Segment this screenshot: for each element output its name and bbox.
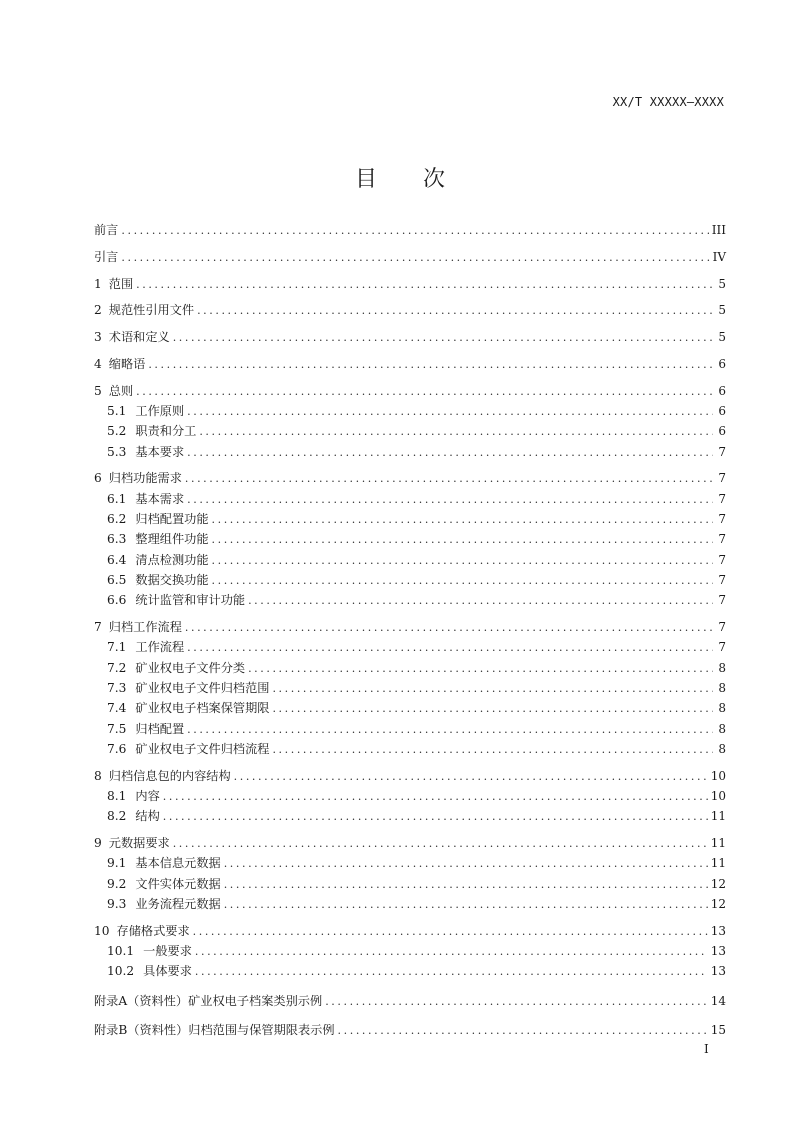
toc-page-number: 14 bbox=[710, 993, 726, 1008]
toc-subentry[interactable] bbox=[94, 942, 726, 962]
toc-entry-text: 矿业权电子档案保管期限 bbox=[135, 701, 270, 716]
toc-page-number: 7 bbox=[718, 444, 726, 459]
toc-entry-text: 工作流程 bbox=[135, 640, 185, 655]
dot-leader bbox=[197, 304, 713, 317]
toc-subentry[interactable] bbox=[94, 571, 726, 591]
toc-entry-text: 内容 bbox=[135, 788, 160, 803]
toc-page-number: 7 bbox=[718, 471, 726, 486]
dot-leader bbox=[136, 385, 713, 398]
dot-leader bbox=[195, 965, 708, 978]
toc-page-number: 7 bbox=[718, 552, 726, 567]
toc-entry-label bbox=[107, 942, 192, 959]
toc-entry-number: 7 bbox=[94, 620, 102, 635]
toc-entry-text: 归档配置功能 bbox=[135, 512, 209, 527]
toc-entry-text: 结构 bbox=[135, 809, 160, 824]
toc-entry[interactable] bbox=[94, 275, 726, 295]
toc-entry-label bbox=[107, 679, 269, 696]
toc-entry-number: 6.5 bbox=[107, 572, 127, 587]
toc-subentry[interactable] bbox=[94, 551, 726, 571]
toc-entry[interactable] bbox=[94, 328, 726, 348]
toc-entry-number: 5.2 bbox=[107, 424, 127, 439]
toc-entry-label bbox=[107, 807, 160, 824]
table-of-contents bbox=[94, 221, 726, 1041]
toc-page-number: 10 bbox=[710, 788, 726, 803]
toc-entry-label bbox=[107, 443, 184, 460]
dot-leader bbox=[212, 533, 713, 546]
toc-entry-text: 归档信息包的内容结构 bbox=[108, 768, 231, 783]
dot-leader bbox=[199, 425, 713, 438]
toc-entry-number: 7.1 bbox=[107, 640, 127, 655]
toc-entry-number: 7.3 bbox=[107, 680, 127, 695]
toc-entry-text: 数据交换功能 bbox=[135, 572, 209, 587]
toc-entry-text: 归档工作流程 bbox=[108, 620, 182, 635]
toc-subentry[interactable] bbox=[94, 875, 726, 895]
toc-page-number: 13 bbox=[710, 964, 726, 979]
toc-entry-text: 工作原则 bbox=[135, 404, 185, 419]
dot-leader bbox=[121, 251, 709, 264]
toc-entry-text: 元数据要求 bbox=[108, 836, 170, 851]
toc-entry-number: 4 bbox=[94, 356, 102, 371]
toc-page-number: 6 bbox=[718, 383, 726, 398]
toc-entry-number: 7.5 bbox=[107, 721, 127, 736]
toc-entry-text: 归档配置 bbox=[135, 721, 185, 736]
toc-entry-number: 9.3 bbox=[107, 896, 127, 911]
toc-page-number: IV bbox=[712, 249, 726, 264]
toc-entry-text: 缩略语 bbox=[108, 356, 146, 371]
toc-page-number: 5 bbox=[718, 303, 726, 318]
dot-leader bbox=[173, 331, 713, 344]
toc-entry-label bbox=[94, 221, 118, 238]
toc-entry-number: 2 bbox=[94, 303, 102, 318]
toc-entry-number: 7.2 bbox=[107, 660, 127, 675]
toc-entry-label bbox=[107, 787, 160, 804]
toc-entry-text: 范围 bbox=[108, 276, 134, 291]
toc-subentry[interactable] bbox=[94, 787, 726, 807]
toc-entry-label bbox=[94, 469, 182, 486]
dot-leader bbox=[163, 790, 708, 803]
toc-entry-label bbox=[107, 490, 184, 507]
toc-entry[interactable] bbox=[94, 1021, 726, 1041]
toc-entry[interactable] bbox=[94, 248, 726, 268]
toc-entry-label bbox=[107, 571, 209, 588]
dot-leader bbox=[195, 945, 708, 958]
toc-entry-number: 10 bbox=[94, 923, 110, 938]
toc-subentry[interactable] bbox=[94, 854, 726, 874]
toc-subentry[interactable] bbox=[94, 510, 726, 530]
toc-page-number: 7 bbox=[718, 512, 726, 527]
toc-subentry[interactable] bbox=[94, 699, 726, 719]
dot-leader bbox=[148, 358, 713, 371]
toc-entry-text: 附录A（资料性）矿业权电子档案类别示例 bbox=[94, 993, 323, 1008]
toc-entry-number: 5.1 bbox=[107, 404, 127, 419]
toc-entry-label bbox=[107, 530, 209, 547]
toc-entry-number: 5 bbox=[94, 383, 102, 398]
toc-entry-label bbox=[94, 382, 133, 399]
toc-entry-label bbox=[94, 618, 182, 635]
toc-subentry[interactable] bbox=[94, 591, 726, 611]
dot-leader bbox=[272, 682, 713, 695]
dot-leader bbox=[121, 224, 708, 237]
dot-leader bbox=[212, 513, 713, 526]
toc-entry-text: 前言 bbox=[94, 223, 119, 237]
dot-leader bbox=[193, 925, 708, 938]
toc-entry-number: 1 bbox=[94, 276, 102, 291]
toc-page-number: 7 bbox=[718, 572, 726, 587]
toc-subentry[interactable] bbox=[94, 962, 726, 982]
toc-page-number: 13 bbox=[710, 944, 726, 958]
toc-entry-text: 职责和分工 bbox=[135, 424, 197, 439]
toc-entry-label bbox=[94, 834, 170, 851]
dot-leader bbox=[272, 702, 713, 715]
toc-entry[interactable] bbox=[94, 922, 726, 942]
toc-entry-number: 8.1 bbox=[107, 788, 127, 803]
toc-subentry[interactable] bbox=[94, 530, 726, 550]
toc-entry-text: 清点检测功能 bbox=[135, 552, 209, 567]
toc-page-number: 7 bbox=[718, 491, 726, 506]
toc-entry-label bbox=[94, 328, 170, 345]
toc-subentry[interactable] bbox=[94, 740, 726, 760]
dot-leader bbox=[187, 446, 713, 459]
toc-entry-label bbox=[94, 767, 231, 784]
toc-subentry[interactable] bbox=[94, 490, 726, 510]
toc-page-number: 8 bbox=[718, 660, 726, 675]
toc-entry-label bbox=[107, 740, 269, 757]
toc-page-number: 15 bbox=[710, 1022, 726, 1037]
toc-entry-number: 9 bbox=[94, 836, 102, 851]
toc-entry-text: 一般要求 bbox=[143, 944, 192, 958]
dot-leader bbox=[187, 641, 713, 654]
toc-entry-label bbox=[107, 591, 245, 608]
toc-entry[interactable] bbox=[94, 301, 726, 321]
toc-entry-label bbox=[107, 551, 209, 568]
toc-entry[interactable] bbox=[94, 469, 726, 489]
toc-entry-text: 引言 bbox=[94, 249, 119, 264]
toc-entry[interactable] bbox=[94, 382, 726, 402]
toc-entry-label bbox=[94, 355, 145, 372]
toc-page-number: 8 bbox=[718, 741, 726, 756]
dot-leader bbox=[224, 898, 708, 911]
toc-entry-text: 归档功能需求 bbox=[108, 471, 182, 486]
toc-page-number: 5 bbox=[718, 330, 726, 345]
toc-entry-label bbox=[94, 275, 133, 292]
page-number: I bbox=[704, 1042, 709, 1056]
dot-leader bbox=[212, 574, 713, 587]
dot-leader bbox=[187, 405, 713, 418]
toc-entry-number: 10.2 bbox=[107, 964, 135, 979]
toc-entry-label bbox=[107, 895, 221, 912]
dot-leader bbox=[185, 472, 713, 485]
toc-subentry[interactable] bbox=[94, 895, 726, 915]
toc-page-number: 6 bbox=[718, 424, 726, 439]
toc-page-number: 11 bbox=[710, 856, 726, 871]
dot-leader bbox=[212, 554, 713, 567]
toc-entry[interactable] bbox=[94, 767, 726, 787]
toc-page-number: 7 bbox=[718, 620, 726, 635]
dot-leader bbox=[224, 857, 708, 870]
toc-page-number: 5 bbox=[718, 276, 726, 291]
toc-entry-text: 业务流程元数据 bbox=[135, 896, 221, 911]
toc-entry-label bbox=[94, 992, 322, 1009]
toc-entry-number: 3 bbox=[94, 330, 102, 345]
toc-page-number: 11 bbox=[710, 836, 726, 851]
toc-entry-label bbox=[94, 922, 190, 939]
toc-page-number: 6 bbox=[718, 404, 726, 419]
toc-subentry[interactable] bbox=[94, 659, 726, 679]
toc-entry-label bbox=[94, 301, 194, 318]
toc-page-number: 11 bbox=[710, 809, 726, 824]
dot-leader bbox=[248, 662, 713, 675]
toc-subentry[interactable] bbox=[94, 638, 726, 658]
toc-page-number: 8 bbox=[718, 701, 726, 716]
dot-leader bbox=[173, 837, 708, 850]
toc-entry-number: 7.6 bbox=[107, 741, 127, 756]
dot-leader bbox=[187, 493, 713, 506]
document-code: XX/T XXXXX—XXXX bbox=[612, 95, 724, 109]
toc-entry[interactable] bbox=[94, 618, 726, 638]
toc-entry-label bbox=[107, 402, 184, 419]
toc-entry-label bbox=[107, 659, 245, 676]
dot-leader bbox=[325, 995, 708, 1008]
dot-leader bbox=[187, 723, 713, 736]
toc-entry[interactable] bbox=[94, 221, 726, 241]
toc-entry[interactable] bbox=[94, 992, 726, 1012]
toc-page-number: 10 bbox=[710, 768, 726, 783]
toc-entry-number: 8 bbox=[94, 768, 102, 783]
toc-entry-number: 9.1 bbox=[107, 856, 127, 871]
toc-entry-label bbox=[107, 422, 196, 439]
toc-entry-text: 存储格式要求 bbox=[116, 923, 190, 938]
toc-page-number: 7 bbox=[718, 593, 726, 608]
toc-page-number: 12 bbox=[710, 876, 726, 891]
toc-entry[interactable] bbox=[94, 355, 726, 375]
toc-entry-text: 规范性引用文件 bbox=[108, 303, 195, 318]
dot-leader bbox=[185, 621, 713, 634]
toc-entry-label bbox=[94, 248, 118, 265]
dot-leader bbox=[224, 878, 708, 891]
toc-entry-text: 统计监管和审计功能 bbox=[135, 593, 246, 608]
toc-entry-text: 总则 bbox=[108, 383, 134, 398]
toc-entry-label bbox=[107, 854, 221, 871]
toc-entry-number: 6.4 bbox=[107, 552, 127, 567]
toc-entry[interactable] bbox=[94, 834, 726, 854]
dot-leader bbox=[136, 278, 713, 291]
toc-page-number: 8 bbox=[718, 680, 726, 695]
toc-entry-number: 6.2 bbox=[107, 512, 127, 527]
toc-subentry[interactable] bbox=[94, 679, 726, 699]
toc-entry-text: 基本信息元数据 bbox=[135, 856, 221, 871]
toc-entry-text: 矿业权电子文件分类 bbox=[135, 660, 246, 675]
page-title: 目次 bbox=[354, 167, 491, 192]
dot-leader bbox=[234, 770, 708, 783]
toc-entry-number: 8.2 bbox=[107, 809, 127, 824]
toc-subentry[interactable] bbox=[94, 422, 726, 442]
toc-entry-number: 9.2 bbox=[107, 876, 127, 891]
toc-entry-text: 基本要求 bbox=[135, 444, 185, 459]
toc-entry-number: 6.1 bbox=[107, 491, 127, 506]
toc-entry-number: 6 bbox=[94, 471, 102, 486]
toc-page-number: 13 bbox=[710, 923, 726, 938]
toc-subentry[interactable] bbox=[94, 720, 726, 740]
toc-entry-number: 6.6 bbox=[107, 593, 127, 608]
toc-entry-number: 5.3 bbox=[107, 444, 127, 459]
toc-entry-label bbox=[107, 875, 221, 892]
dot-leader bbox=[163, 810, 708, 823]
toc-subentry[interactable] bbox=[94, 807, 726, 827]
toc-subentry[interactable] bbox=[94, 402, 726, 422]
dot-leader bbox=[338, 1024, 708, 1037]
toc-page-number: 6 bbox=[718, 356, 726, 371]
toc-entry-text: 矿业权电子文件归档范围 bbox=[135, 680, 270, 695]
toc-entry-label bbox=[107, 720, 184, 737]
toc-entry-label bbox=[107, 638, 184, 655]
toc-page-number: III bbox=[711, 223, 726, 237]
toc-entry-text: 基本需求 bbox=[135, 491, 185, 506]
toc-entry-number: 6.3 bbox=[107, 532, 127, 547]
toc-entry-label bbox=[107, 699, 269, 716]
toc-entry-text: 术语和定义 bbox=[108, 330, 170, 345]
toc-entry-text: 具体要求 bbox=[143, 964, 192, 979]
toc-entry-label bbox=[107, 510, 209, 527]
toc-entry-text: 附录B（资料性）归档范围与保管期限表示例 bbox=[94, 1022, 335, 1037]
toc-entry-text: 文件实体元数据 bbox=[135, 876, 221, 891]
toc-page-number: 12 bbox=[710, 896, 726, 911]
toc-subentry[interactable] bbox=[94, 443, 726, 463]
toc-entry-label bbox=[107, 962, 192, 979]
toc-entry-number: 7.4 bbox=[107, 701, 127, 716]
toc-page-number: 7 bbox=[718, 532, 726, 547]
toc-entry-text: 整理组件功能 bbox=[135, 532, 209, 547]
toc-entry-text: 矿业权电子文件归档流程 bbox=[135, 741, 270, 756]
dot-leader bbox=[272, 743, 713, 756]
toc-page-number: 7 bbox=[718, 640, 726, 655]
toc-page-number: 8 bbox=[718, 721, 726, 736]
toc-entry-label bbox=[94, 1021, 335, 1038]
dot-leader bbox=[248, 594, 713, 607]
toc-entry-number: 10.1 bbox=[107, 944, 135, 958]
